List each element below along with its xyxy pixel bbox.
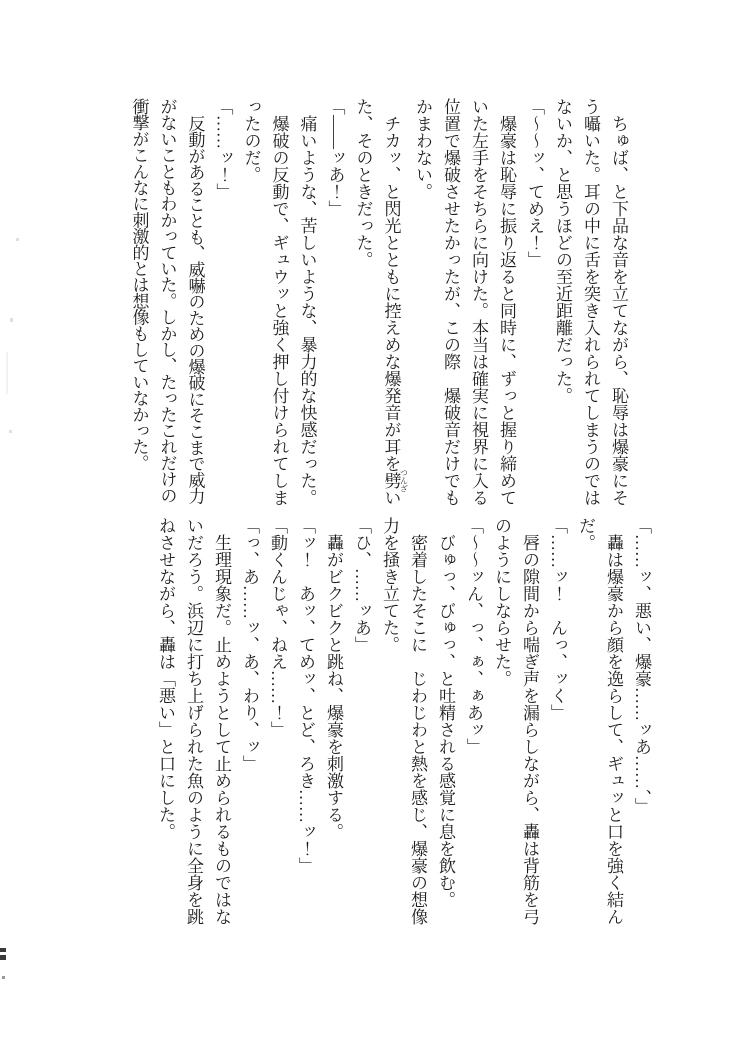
paragraph-narration: 生理現象だ。止めようとして止められるものではないだろう。浜辺に打ち上げられた魚のように全身を跳ねさせながら、轟は「悪い」と口にした。 xyxy=(156,517,231,925)
paragraph-narration: びゅっ、びゅっ、と吐精される感覚に息を飲む。 xyxy=(436,534,455,908)
paragraph-dialogue: 「……ッ、悪い、爆豪……ッあ……、」 xyxy=(632,517,651,815)
clipped-page-number-mark xyxy=(0,955,6,960)
clipped-page-number-mark xyxy=(0,948,6,952)
text-section-bottom xyxy=(151,517,655,929)
paragraph-dialogue: 「～～ッ、てめえ！」 xyxy=(525,98,544,268)
ruby-annotation xyxy=(381,468,409,493)
paragraph-narration: 反動があることも、威嚇のための爆破にそこまで威力がないこともわかっていた。しかし、たったこれだけの衝撃がこんなに刺激的とは想像もしていなかった。 xyxy=(129,98,205,504)
paragraph-narration: 痛いような、苦しいような、暴力的な快感だった。 xyxy=(297,115,317,506)
clipped-page-number-mark xyxy=(2,976,5,979)
paragraph-dialogue: 「ッ！ あッ、てめッ、とど、ろき……ッ！」 xyxy=(296,517,315,874)
paragraph-narration-with-ruby xyxy=(349,98,409,508)
paragraph-narration: 轟がビクビクと跳ね、爆豪を刺激する。 xyxy=(324,534,343,840)
bleedthrough-speck xyxy=(10,318,13,322)
bleedthrough-speck xyxy=(9,430,12,433)
text-section-top xyxy=(125,98,633,508)
paragraph-narration: ちゅば、と下品な音を立てながら、恥辱は爆豪にそう囁いた。耳の中に舌を突き入れられてしまうのではないか、と思うほどの至近距離だった。 xyxy=(553,98,628,506)
bleedthrough-speck xyxy=(16,238,19,241)
paragraph-narration: 轟は爆豪から顔を逸らして、ギュッと口を強く結んだ。 xyxy=(576,517,623,925)
ruby-post-text: いた、そのときだった。 xyxy=(353,98,401,506)
paragraph-dialogue: 「ひ、……ッあ」 xyxy=(352,517,371,653)
paragraph-dialogue: 「っ、あ……ッ、あ、わり、ッ」 xyxy=(240,517,259,772)
paragraph-dialogue: 「動くんじゃ、ねえ……！」 xyxy=(268,517,287,738)
paragraph-narration: 爆豪は恥辱に振り返ると同時に、ずっと握り締めていた左手をそちらに向けた。本当は確実に視界に入る位置で爆破させたかったが、この際 爆破音だけでもかまわない。 xyxy=(413,98,516,506)
paragraph-narration: 爆破の反動で、ギュウッと強く押し付けられてしまったのだ。 xyxy=(241,98,289,506)
paragraph-dialogue: 「～～ッん、っ、ぁ、ぁあッ」 xyxy=(464,517,483,755)
paragraph-dialogue: 「……ッ！ んっ、ッく」 xyxy=(548,517,567,721)
ruby-pre-text: チカッ、と閃光とともに控えめな爆発音が耳を xyxy=(381,115,401,472)
ruby-furigana: つんざ xyxy=(399,468,409,493)
bleedthrough-speck xyxy=(6,352,8,394)
paragraph-dialogue: 「――ッあ！」 xyxy=(325,98,345,217)
ruby-base: 劈 xyxy=(381,468,401,493)
paragraph-narration: 唇の隙間から喘ぎ声を漏らしながら、轟は背筋を弓のようにしならせた。 xyxy=(492,517,539,925)
paragraph-dialogue: 「……ッ！」 xyxy=(213,98,233,200)
paragraph-narration: 密着したそこに じわじわと熱を感じ、爆豪の想像力を掻き立てた。 xyxy=(380,517,427,925)
